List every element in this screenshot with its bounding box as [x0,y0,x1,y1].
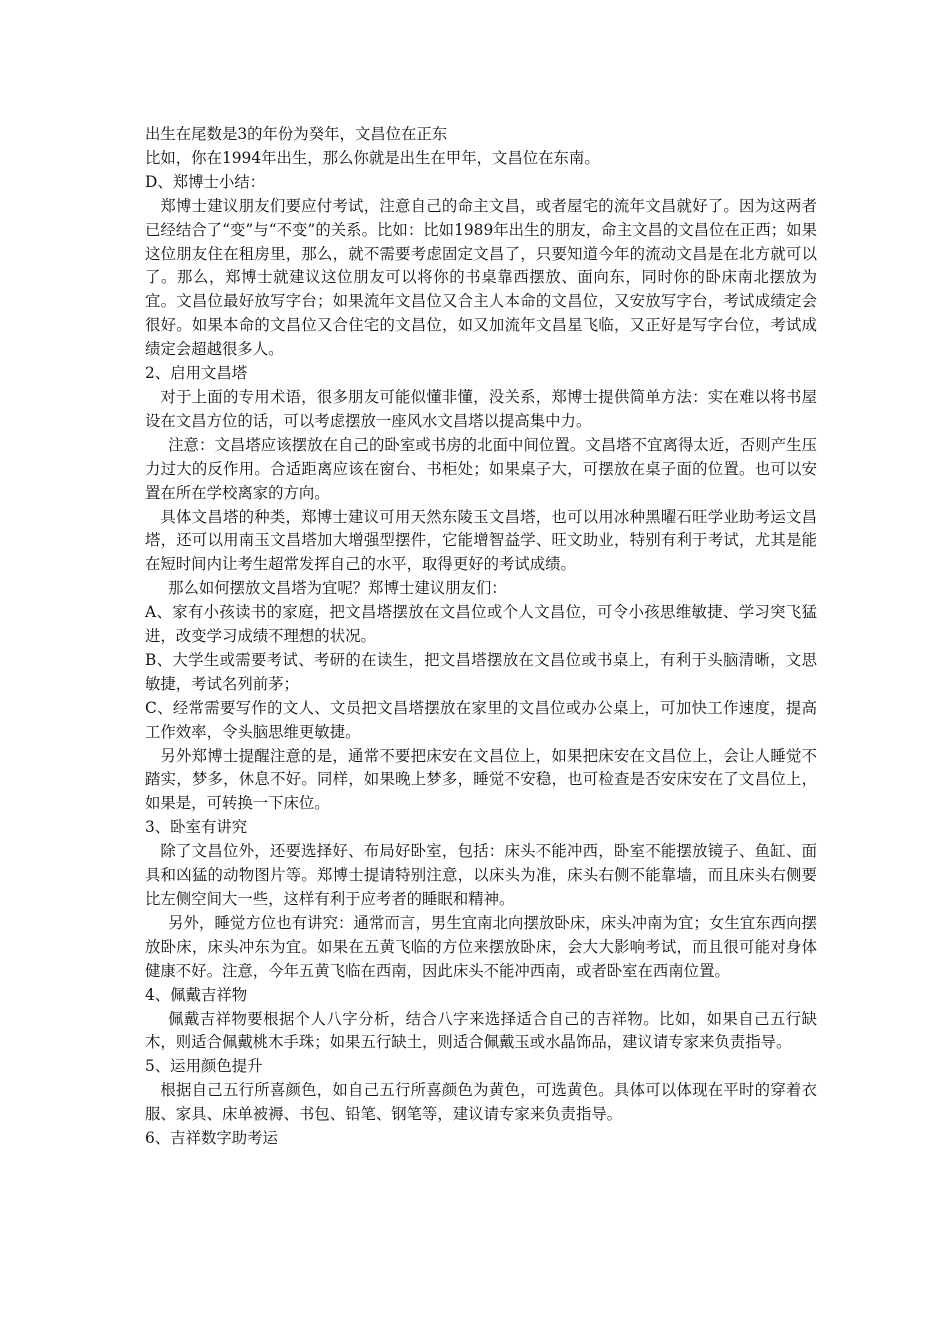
paragraph: 除了文昌位外，还要选择好、布局好卧室，包括：床头不能冲西，卧室不能摆放镜子、鱼缸、面具和凶猛的动物图片等。郑博士提请特别注意，以床头为准，床头右侧不能靠墙，而且床头右侧要比左侧空间大一些，这样有利于应考者的睡眠和精神。 [145,842,817,908]
paragraph: 具体文昌塔的种类，郑博士建议可用天然东陵玉文昌塔，也可以用冰种黑曜石旺学业助考运文昌塔，还可以用南玉文昌塔加大增强型摆件，它能增智益学、旺文助业，特别有利于考试，尤其是能在短时间内让考生超常发挥自己的水平，取得更好的考试成绩。 [145,507,817,574]
list-item: C、经常需要写作的文人、文员把文昌塔摆放在家里的文昌位或办公桌上，可加快工作速度，提高工作效率，令头脑思维更敏捷。 [145,698,817,741]
list-item: B、大学生或需要考试、考研的在读生，把文昌塔摆放在文昌位或书桌上，有利于头脑清晰，文思敏捷，考试名列前茅； [145,650,817,693]
paragraph: 对于上面的专用术语，很多朋友可能似懂非懂，没关系，郑博士提供简单方法：实在难以将书屋设在文昌方位的话，可以考虑摆放一座风水文昌塔以提高集中力。 [145,387,817,430]
paragraph: 根据自己五行所喜颜色，如自己五行所喜颜色为黄色，可选黄色。具体可以体现在平时的穿着衣服、家具、床单被褥、书包、铅笔、钢笔等，建议请专家来负责指导。 [145,1081,817,1124]
section-heading: 5、运用颜色提升 [145,1057,263,1076]
paragraph: 那么如何摆放文昌塔为宜呢？郑博士建议朋友们： [168,579,507,598]
paragraph: 比如，你在1994年出生，那么你就是出生在甲年，文昌位在东南。 [145,148,600,167]
list-item: A、家有小孩读书的家庭，把文昌塔摆放在文昌位或个人文昌位，可令小孩思维敏捷、学习突飞猛进，改变学习成绩不理想的状况。 [145,603,817,646]
section-heading: D、郑博士小结： [145,172,266,191]
paragraph: 出生在尾数是3的年份为癸年，文昌位在正东 [145,125,448,143]
paragraph: 注意：文昌塔应该摆放在自己的卧室或书房的北面中间位置。文昌塔不宜离得太近，否则产生压力过大的反作用。合适距离应该在窗台、书柜处；如果桌子大，可摆放在桌子面的位置。也可以安置在所在学校离家的方向。 [145,435,817,502]
section-heading: 6、吉祥数字助考运 [145,1129,278,1148]
section-heading: 4、佩戴吉祥物 [145,985,248,1004]
paragraph: 另外，睡觉方位也有讲究：通常而言，男生宜南北向摆放卧床，床头冲南为宜；女生宜东西向摆放卧床，床头冲东为宜。如果在五黄飞临的方位来摆放卧床，会大大影响考试，而且很可能对身体健康不好。注意，今年五黄飞临在西南，因此床头不能冲西南，或者卧室在西南位置。 [145,913,817,980]
paragraph: 郑博士建议朋友们要应付考试，注意自己的命主文昌，或者屋宅的流年文昌就好了。因为这两者已经结合了“变”与“不变”的关系。比如：比如1989年出生的朋友，命主文昌的文昌位在正西；如果这位朋友住在租房里，那么，就不需要考虑固定文昌了，只要知道今年的流动文昌是在北方就可以了。那么，郑博士就建议这位朋友可以将你的书桌靠西摆放、面向东，同时你的卧床南北摆放为宜。文昌位最好放写字台；如果流年文昌位又合主人本命的文昌位，又安放写字台，考试成绩定会很好。如果本命的文昌位又合住宅的文昌位，如又加流年文昌星飞临，又正好是写字台位，考试成绩定会超越很多人。 [145,196,817,359]
paragraph: 佩戴吉祥物要根据个人八字分析，结合八字来选择适合自己的吉祥物。比如，如果自己五行缺木，则适合佩戴桃木手珠；如果五行缺土，则适合佩戴玉或水晶饰品，建议请专家来负责指导。 [145,1009,817,1052]
section-heading: 3、卧室有讲究 [145,818,248,837]
paragraph: 另外郑博士提醒注意的是，通常不要把床安在文昌位上，如果把床安在文昌位上，会让人睡觉不踏实，梦多，休息不好。同样，如果晚上梦多，睡觉不安稳，也可检查是否安床安在了文昌位上，如果是，可转换一下床位。 [145,746,817,813]
section-heading: 2、启用文昌塔 [145,364,248,383]
document-body [145,123,817,1151]
